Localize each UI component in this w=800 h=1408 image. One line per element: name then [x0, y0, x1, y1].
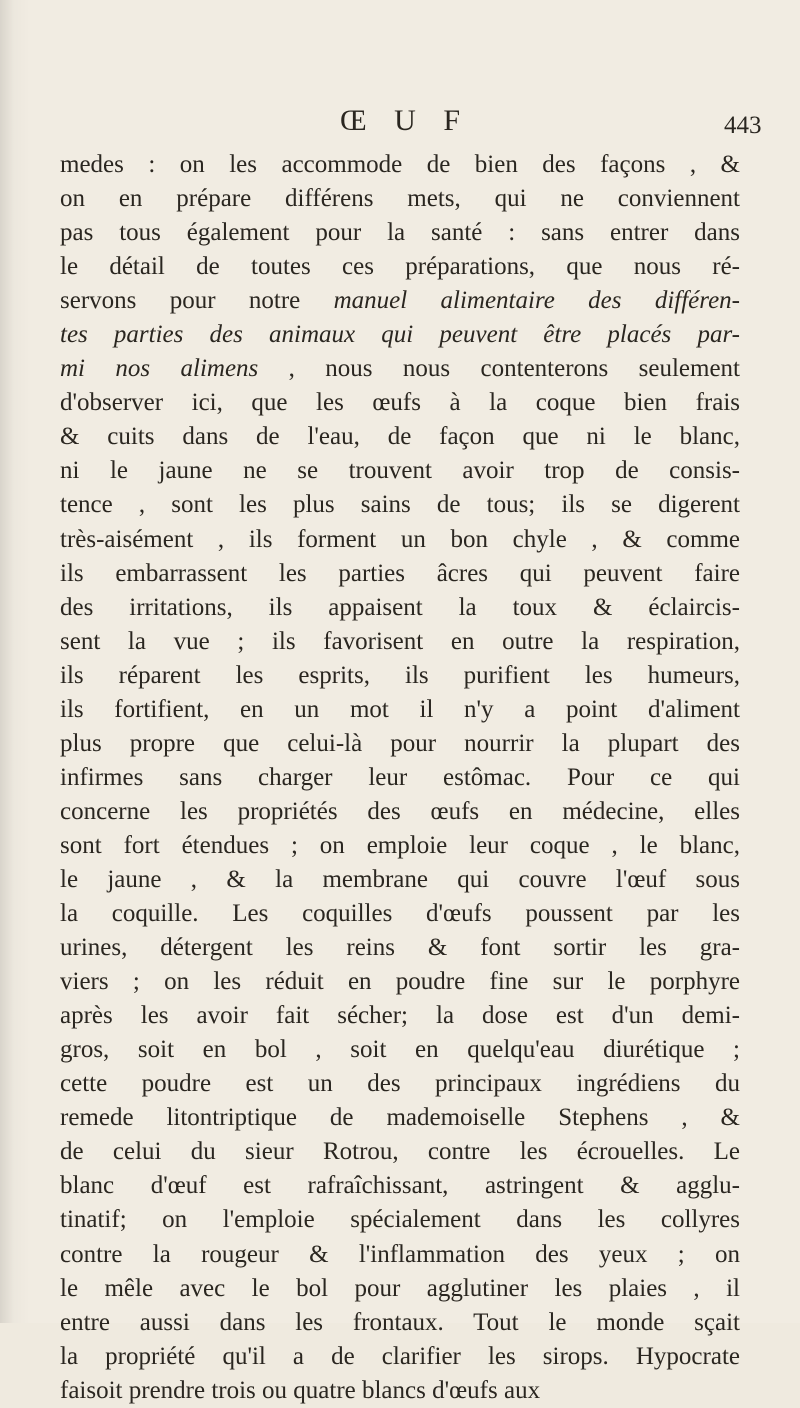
- text-line: [60, 863, 740, 897]
- text-segment: pas tous également pour la santé : sans entrer dans: [60, 219, 740, 247]
- text-line: [60, 488, 740, 522]
- text-line: [60, 557, 740, 591]
- text-line: [60, 318, 740, 352]
- text-line: [60, 182, 740, 216]
- text-line: [60, 727, 740, 761]
- text-line: [60, 250, 740, 284]
- italic-segment: mi nos alimens: [60, 355, 259, 383]
- text-line: [60, 1272, 740, 1306]
- text-line: [60, 1033, 740, 1067]
- text-segment: ni le jaune ne se trouvent avoir trop de consis-: [60, 457, 740, 485]
- text-segment: très-aisément , ils forment un bon chyle , & comme: [60, 525, 740, 553]
- text-segment: ils fortifient, en un mot il n'y a point d'aliment: [60, 695, 740, 723]
- body-text: [60, 148, 740, 1408]
- text-segment: viers ; on les réduit en poudre fine sur le porphyre: [60, 968, 740, 996]
- text-segment: d'observer ici, que les œufs à la coque bien frais: [60, 389, 740, 417]
- text-segment: , nous nous contenterons seulement: [258, 355, 740, 383]
- text-segment: urines, détergent les reins & font sortir les gra-: [60, 934, 740, 962]
- page-number: 443: [724, 112, 762, 139]
- text-segment: tence , sont les plus sains de tous; ils se digerent: [60, 491, 740, 519]
- text-segment: remede litontriptique de mademoiselle Stephens , &: [60, 1104, 740, 1132]
- text-line: [60, 999, 740, 1033]
- text-line: [60, 216, 740, 250]
- text-segment: servons pour notre: [60, 287, 334, 315]
- text-segment: faisoit prendre trois ou quatre blancs d'œufs aux: [60, 1376, 541, 1404]
- text-segment: sont fort étendues ; on emploie leur coque , le blanc,: [60, 831, 740, 859]
- text-line: [60, 693, 740, 727]
- text-line: [60, 829, 740, 863]
- text-line: [60, 386, 740, 420]
- text-segment: le mêle avec le bol pour agglutiner les plaies , il: [60, 1274, 740, 1302]
- text-line: [60, 625, 740, 659]
- text-line: [60, 1203, 740, 1237]
- text-line: [60, 1067, 740, 1101]
- text-line: [60, 795, 740, 829]
- text-line: [60, 523, 740, 557]
- text-segment: la propriété qu'il a de clarifier les sirops. Hypocrate: [60, 1342, 740, 1370]
- running-title: Œ U F: [340, 104, 471, 137]
- text-line: [60, 420, 740, 454]
- text-segment: plus propre que celui-là pour nourrir la plupart des: [60, 729, 740, 757]
- text-segment: & cuits dans de l'eau, de façon que ni le blanc,: [60, 423, 740, 451]
- page-header: [0, 104, 800, 144]
- text-segment: gros, soit en bol , soit en quelqu'eau diurétique ;: [60, 1036, 740, 1064]
- text-line: [60, 965, 740, 999]
- text-line: [60, 1374, 740, 1408]
- text-segment: on en prépare différens mets, qui ne conviennent: [60, 185, 740, 213]
- text-segment: cette poudre est un des principaux ingrédiens du: [60, 1070, 740, 1098]
- text-segment: sent la vue ; ils favorisent en outre la respiration,: [60, 627, 740, 655]
- text-line: [60, 148, 740, 182]
- text-line: [60, 761, 740, 795]
- text-segment: de celui du sieur Rotrou, contre les écrouelles. Le: [60, 1138, 740, 1166]
- italic-segment: manuel alimentaire des différen-: [333, 287, 740, 315]
- text-line: [60, 352, 740, 386]
- text-segment: infirmes sans charger leur estômac. Pour ce qui: [60, 763, 740, 791]
- text-line: [60, 454, 740, 488]
- text-line: [60, 1238, 740, 1272]
- text-line: [60, 659, 740, 693]
- text-line: [60, 1340, 740, 1374]
- text-segment: medes : on les accommode de bien des façons , &: [60, 151, 740, 178]
- text-line: [60, 284, 740, 318]
- text-line: [60, 1169, 740, 1203]
- text-line: [60, 1101, 740, 1135]
- italic-segment: tes parties des animaux qui peuvent être placés par-: [60, 321, 740, 349]
- text-segment: contre la rougeur & l'inflammation des yeux ; on: [60, 1240, 740, 1268]
- text-segment: après les avoir fait sécher; la dose est d'un demi-: [60, 1002, 740, 1030]
- text-segment: tinatif; on l'emploie spécialement dans les collyres: [60, 1206, 740, 1234]
- text-segment: ils embarrassent les parties âcres qui peuvent faire: [60, 559, 740, 587]
- text-segment: concerne les propriétés des œufs en médecine, elles: [60, 797, 740, 825]
- text-segment: le détail de toutes ces préparations, que nous ré-: [60, 253, 740, 281]
- text-segment: blanc d'œuf est rafraîchissant, astringent & agglu-: [60, 1172, 740, 1200]
- text-line: [60, 591, 740, 625]
- text-segment: le jaune , & la membrane qui couvre l'œuf sous: [60, 865, 740, 893]
- text-segment: entre aussi dans les frontaux. Tout le monde sçait: [60, 1308, 740, 1336]
- text-line: [60, 1135, 740, 1169]
- text-segment: la coquille. Les coquilles d'œufs poussent par les: [60, 900, 740, 928]
- text-line: [60, 897, 740, 931]
- text-line: [60, 931, 740, 965]
- text-segment: des irritations, ils appaisent la toux & éclaircis-: [60, 593, 740, 621]
- text-segment: ils réparent les esprits, ils purifient les humeurs,: [60, 661, 740, 689]
